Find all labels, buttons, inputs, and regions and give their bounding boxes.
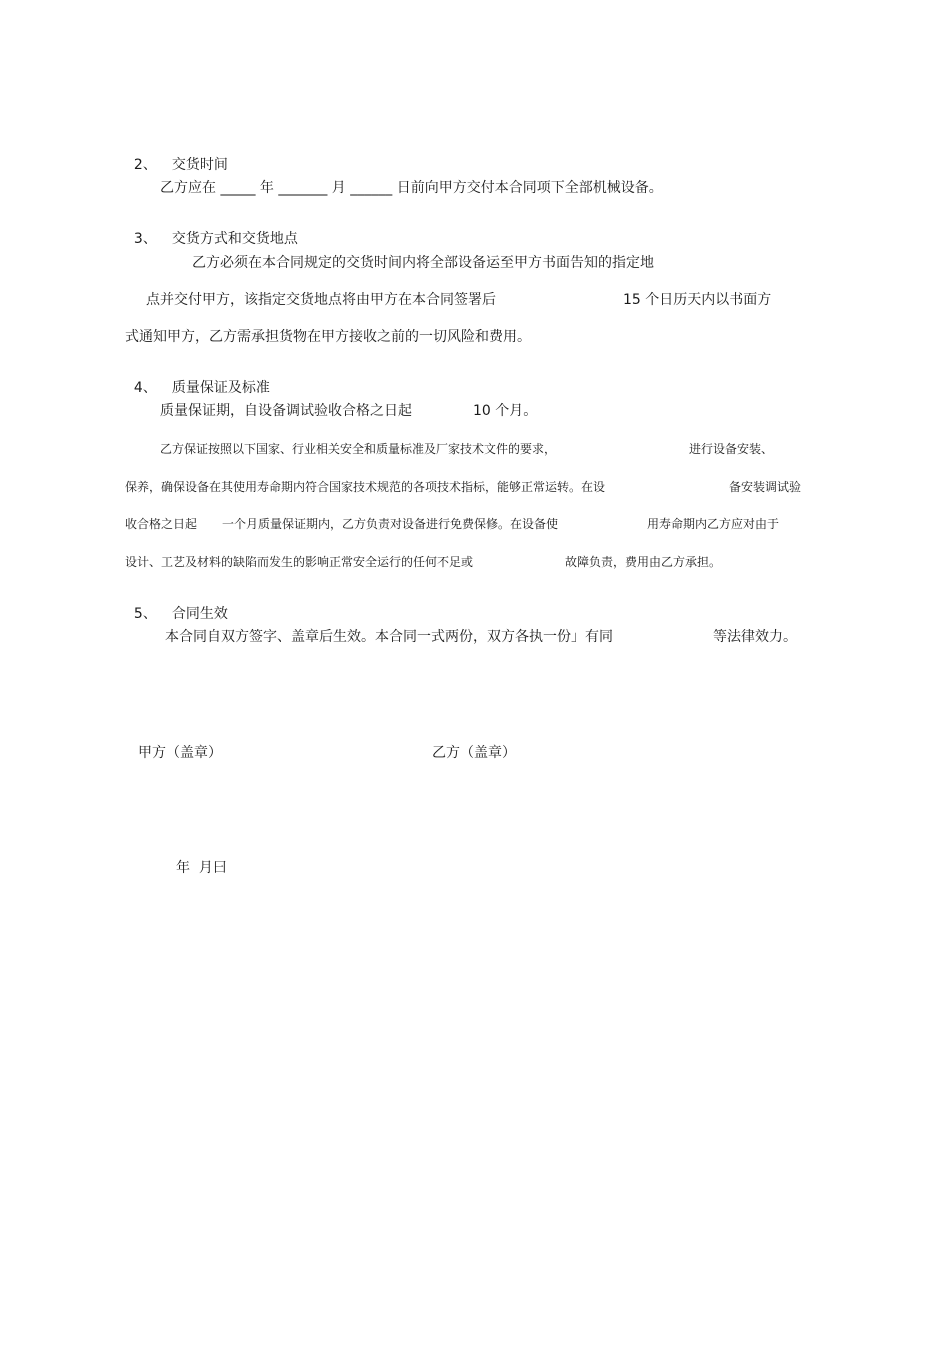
section-5-line-1b: 等法律效力。	[713, 629, 797, 645]
section-number: 3、	[133, 231, 157, 247]
section-3-heading	[125, 218, 298, 246]
section-5-heading	[125, 593, 228, 621]
sign-date: 年 月曰	[176, 860, 227, 876]
section-4-line-3b: 备安装调试验	[729, 480, 802, 494]
section-4-line-1a: 质量保证期，自设备调试验收合格之日起	[160, 403, 412, 419]
section-title: 交货方式和交货地点	[171, 231, 298, 247]
section-4-heading	[125, 367, 270, 395]
section-3-line-2a: 点并交付甲方，该指定交货地点将由甲方在本合同签署后	[146, 292, 496, 308]
section-2-heading	[125, 144, 228, 172]
section-4-line-4c: 用寿命期内乙方应对由于	[647, 517, 780, 531]
section-4-line-2b: 进行设备安装、	[689, 442, 774, 456]
section-5-line-1a: 本合同自双方签字、盖章后生效。本合同一式两份，双方各执一份」有同	[165, 629, 613, 645]
section-title: 质量保证及标准	[171, 380, 270, 396]
section-4-line-4b: 一个月质量保证期内，乙方负责对设备进行免费保修。在设备使	[222, 517, 559, 531]
section-4-line-5b: 故障负责，费用由乙方承担。	[565, 555, 722, 569]
section-4-line-5a: 设计、工艺及材料的缺陷而发生的影响正常安全运行的任何不足或	[125, 555, 474, 569]
section-number: 2、	[133, 157, 157, 173]
section-3-line-3: 式通知甲方，乙方需承担货物在甲方接收之前的一切风险和费用。	[125, 329, 531, 345]
section-3-line-1: 乙方必须在本合同规定的交货时间内将全部设备运至甲方书面告知的指定地	[192, 255, 654, 271]
section-title: 合同生效	[171, 606, 228, 622]
party-a-seal: 甲方（盖章）	[138, 745, 222, 761]
section-number: 5、	[133, 606, 157, 622]
section-4-line-3a: 保养，确保设备在其使用寿命期内符合国家技术规范的各项技术指标，能够正常运转。在设	[125, 480, 606, 494]
party-b-seal: 乙方（盖章）	[432, 745, 516, 761]
section-2-line-1: 乙方应在 _____ 年 _______ 月 ______ 日前向甲方交付本合同项下全部机械设备。	[160, 180, 663, 196]
section-4-line-1b: 10 个月。	[473, 403, 538, 419]
section-4-line-4a: 收合格之日起	[125, 517, 198, 531]
section-title: 交货时间	[171, 157, 228, 173]
section-4-line-2a: 乙方保证按照以下国家、行业相关安全和质量标准及厂家技术文件的要求，	[160, 442, 557, 456]
section-number: 4、	[133, 380, 157, 396]
section-3-line-2b: 15 个日历天内以书面方	[623, 292, 772, 308]
